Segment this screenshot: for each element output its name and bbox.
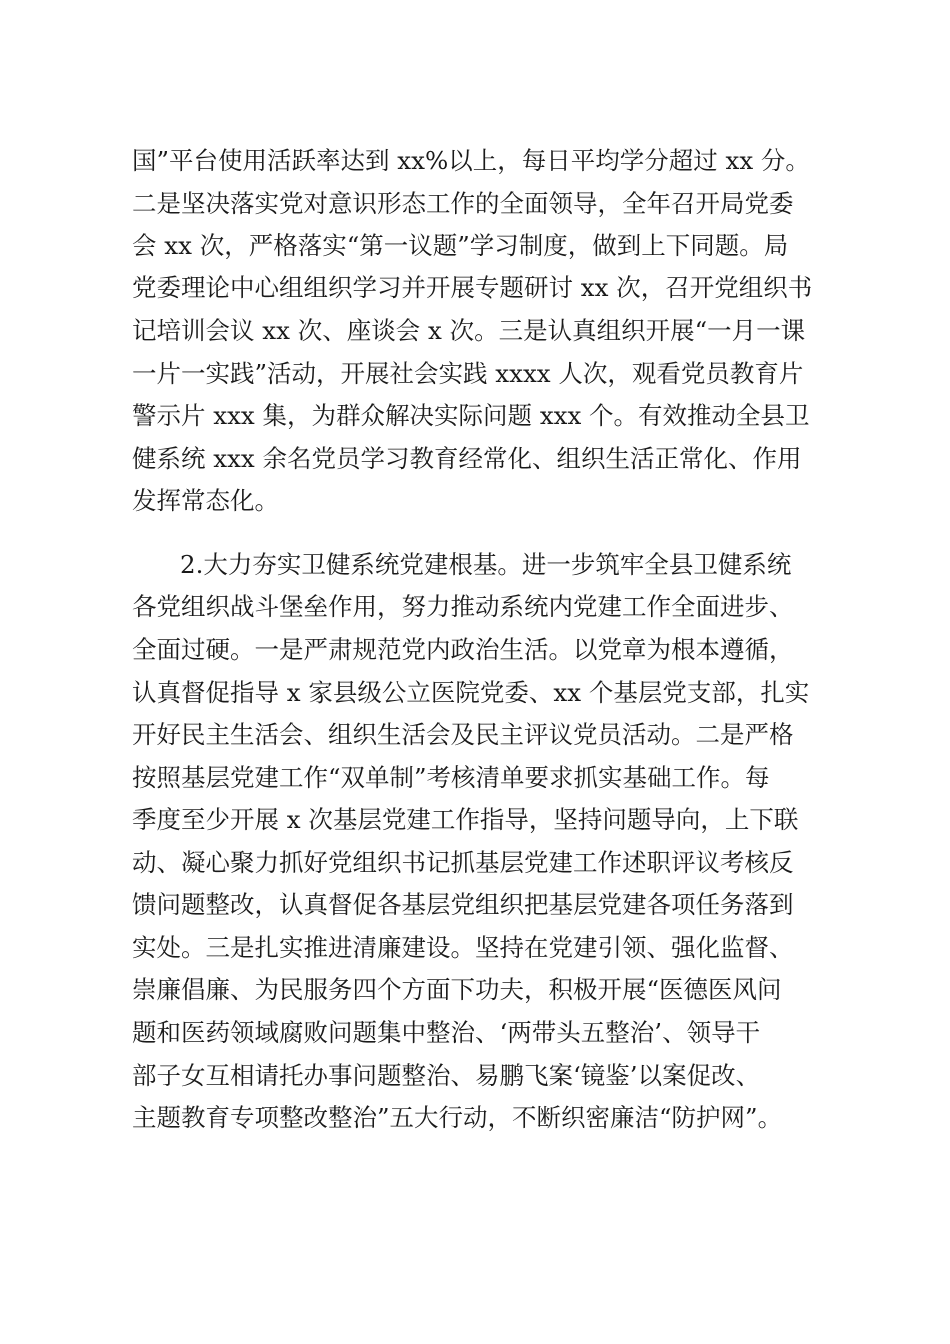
paragraph-heading: 2.大力夯实卫健系统党建根基。进一步筑牢全县卫健系统	[180, 550, 792, 579]
text-line: 题和医药领域腐败问题集中整治、‘两带头五整治’、领导干	[132, 1018, 761, 1047]
text-line: 记培训会议 xx 次、座谈会 x 次。三是认真组织开展“一月一课	[132, 316, 806, 345]
text-line: 按照基层党建工作“双单制”考核清单要求抓实基础工作。每	[132, 763, 770, 792]
text-line: 国”平台使用活跃率达到 xx%以上，每日平均学分超过 xx 分。	[132, 146, 810, 175]
text-line: 会 xx 次，严格落实“第一议题”学习制度，做到上下同题。局	[132, 231, 789, 260]
text-line: 发挥常态化。	[132, 486, 279, 515]
text-line: 党委理论中心组组织学习并开展专题研讨 xx 次，召开党组织书	[132, 273, 813, 302]
text-line: 崇廉倡廉、为民服务四个方面下功夫，积极开展“医德医风问	[132, 975, 782, 1004]
text-line: 部子女互相请托办事问题整治、易鹏飞案‘镜鉴’以案促改、	[132, 1061, 761, 1090]
text-line: 季度至少开展 x 次基层党建工作指导，坚持问题导向，上下联	[132, 805, 799, 834]
text-line: 各党组织战斗堡垒作用，努力推动系统内党建工作全面进步、	[132, 592, 794, 621]
text-line: 一片一实践”活动，开展社会实践 xxxx 人次，观看党员教育片	[132, 359, 804, 388]
text-line: 认真督促指导 x 家县级公立医院党委、xx 个基层党支部，扎实	[132, 678, 810, 707]
text-line: 全面过硬。一是严肃规范党内政治生活。以党章为根本遵循，	[132, 635, 794, 664]
text-line: 警示片 xxx 集，为群众解决实际问题 xxx 个。有效推动全县卫	[132, 401, 810, 430]
text-line: 动、凝心聚力抓好党组织书记抓基层党建工作述职评议考核反	[132, 848, 794, 877]
text-line: 二是坚决落实党对意识形态工作的全面领导，全年召开局党委	[132, 189, 794, 218]
text-line: 主题教育专项整改整治”五大行动，不断织密廉洁“防护网”。	[132, 1103, 783, 1132]
text-line: 馈问题整改，认真督促各基层党组织把基层党建各项任务落到	[132, 890, 794, 919]
text-line: 开好民主生活会、组织生活会及民主评议党员活动。二是严格	[132, 720, 794, 749]
text-line: 实处。三是扎实推进清廉建设。坚持在党建引领、强化监督、	[132, 933, 794, 962]
text-line: 健系统 xxx 余名党员学习教育经常化、组织生活正常化、作用	[132, 444, 802, 473]
